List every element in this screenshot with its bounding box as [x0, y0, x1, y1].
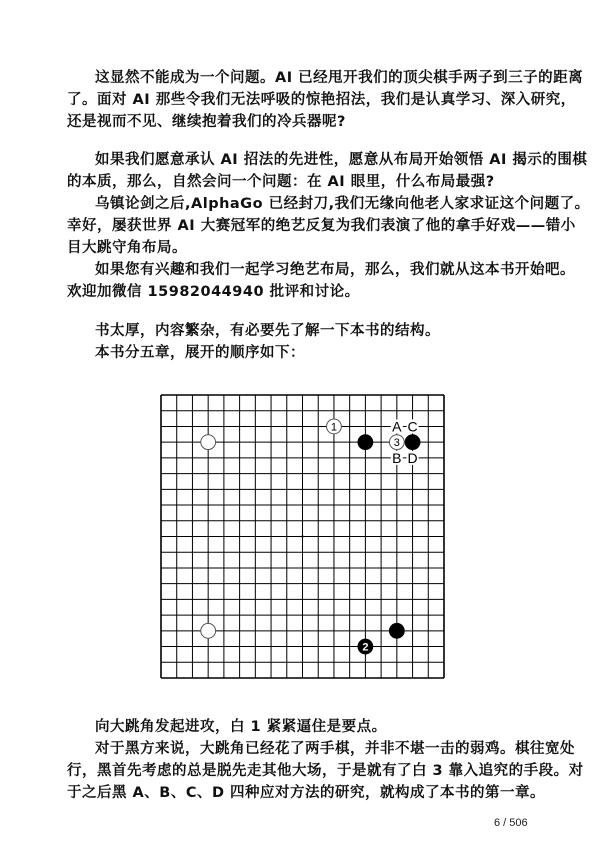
text-line: 欢迎加微信 15982044940 批评和讨论。 — [67, 284, 360, 300]
star-point — [301, 535, 303, 537]
position-marker-a: A — [392, 418, 402, 435]
text-line: 还是视而不见、继续抱着我们的冷兵器呢? — [67, 114, 346, 130]
text-line: 的本质，那么，自然会问一个问题：在 AI 眼里，什么布局最强? — [67, 174, 495, 190]
text-line: 向大跳角发起进攻，白 1 紧紧逼住是要点。 — [95, 719, 387, 735]
stone-number: 3 — [393, 437, 400, 450]
text-line: 如果您有兴趣和我们一起学习绝艺布局，那么，我们就从这本书开始吧。 — [95, 262, 575, 278]
text-line: 行，黑首先考虑的总是脱先走其他大场，于是就有了白 3 靠入追究的手段。对 — [67, 763, 584, 779]
text-line: 乌镇论剑之后,AlphaGo 已经封刀,我们无缘向他老人家求证这个问题了。 — [95, 196, 590, 212]
black-stone — [358, 435, 373, 450]
white-stone — [201, 435, 216, 450]
text-line: 幸好，屡获世界 AI 大赛冠军的绝艺反复为我们表演了他的拿手好戏——错小 — [67, 218, 576, 234]
text-line: 于之后黑 A、B、C、D 四种应对方法的研究，就构成了本书的第一章。 — [67, 785, 546, 801]
text-line: 这显然不能成为一个问题。AI 已经甩开我们的顶尖棋手两子到三子的距离 — [95, 70, 584, 86]
text-line: 本书分五章，展开的顺序如下： — [95, 345, 305, 361]
stone-number: 2 — [362, 641, 369, 654]
position-marker-d: D — [407, 449, 418, 466]
position-marker-b: B — [392, 449, 402, 466]
text-line: 书太厚，内容繁杂，有必要先了解一下本书的结构。 — [95, 323, 440, 339]
stone-number: 1 — [330, 421, 338, 434]
white-stone — [201, 623, 216, 638]
position-marker-c: C — [407, 418, 418, 435]
text-line: 如果我们愿意承认 AI 招法的先进性，愿意从布局开始领悟 AI 揭示的围棋 — [95, 152, 588, 168]
text-line: 了。面对 AI 那些令我们无法呼吸的惊艳招法，我们是认真学习、深入研究， — [67, 92, 576, 108]
text-line: 目大跳守角布局。 — [67, 240, 187, 256]
text-line: 对于黑方来说，大跳角已经花了两手棋，并非不堪一击的弱鸡。棋往宽处 — [95, 741, 575, 757]
page-number: 6 / 506 — [494, 817, 528, 829]
black-stone — [405, 435, 420, 450]
black-stone — [389, 623, 404, 638]
